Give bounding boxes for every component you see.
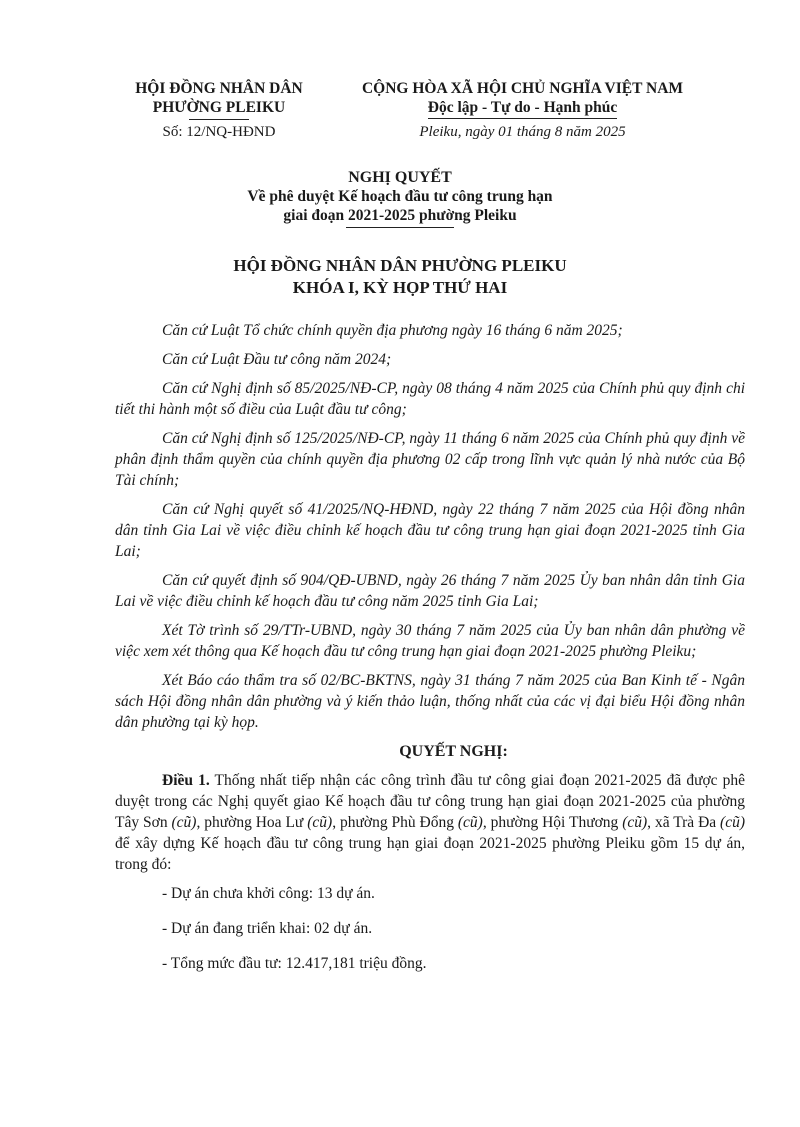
article-1-bullets — [115, 883, 745, 974]
resolve-heading: QUYẾT NGHỊ: — [399, 743, 508, 760]
national-motto: Độc lập - Tự do - Hạnh phúc — [428, 98, 617, 119]
article-1-label: Điều 1. — [162, 772, 210, 789]
document-number: Số: 12/NQ-HĐND — [162, 124, 276, 140]
national-header — [350, 79, 695, 119]
legal-basis-item: Căn cứ Luật Đầu tư công năm 2024; — [162, 351, 392, 368]
title-line-1: Về phê duyệt Kế hoạch đầu tư công trung hạn — [247, 188, 553, 205]
authority-ward: PHƯỜNG PLEIKU — [152, 99, 286, 116]
authority-underline — [189, 119, 249, 120]
document-type: NGHỊ QUYẾT — [348, 169, 452, 186]
bullet-item: - Dự án đang triển khai: 02 dự án. — [162, 920, 373, 937]
legal-bases — [115, 320, 745, 733]
bullet-item: - Tổng mức đầu tư: 12.417,181 triệu đồng. — [162, 955, 427, 972]
authority-name: HỘI ĐỒNG NHÂN DÂN — [135, 80, 303, 97]
article-1 — [115, 770, 745, 974]
document-title — [160, 168, 640, 228]
council-session: KHÓA I, KỲ HỌP THỨ HAI — [292, 278, 508, 297]
issuing-authority — [128, 79, 310, 120]
legal-basis-item: Xét Báo cáo thẩm tra số 02/BC-BKTNS, ngày 31 tháng 7 năm 2025 của Ban Kinh tế - Ngân sách Hội đồng nhân dân phường và ý kiến thảo luận, thống nhất của các vị đại biểu Hội đồng nhân dân phường tại kỳ họp. — [115, 672, 745, 731]
country-name: CỘNG HÒA XÃ HỘI CHỦ NGHĨA VIỆT NAM — [361, 80, 684, 97]
title-underline — [346, 227, 454, 228]
council-heading — [120, 255, 680, 299]
legal-basis-item: Xét Tờ trình số 29/TTr-UBND, ngày 30 tháng 7 năm 2025 của Ủy ban nhân dân phường về việc xem xét thông qua Kế hoạch đầu tư công trung hạn giai đoạn 2021-2025 phường Pleiku; — [115, 622, 745, 660]
legal-basis-item: Căn cứ quyết định số 904/QĐ-UBND, ngày 26 tháng 7 năm 2025 Ủy ban nhân dân tỉnh Gia Lai về việc điều chỉnh kế hoạch đầu tư công năm 2025 tỉnh Gia Lai; — [115, 572, 745, 610]
document-body — [115, 320, 745, 988]
bullet-item: - Dự án chưa khởi công: 13 dự án. — [162, 885, 375, 902]
article-1-paragraph: Điều 1. Thống nhất tiếp nhận các công trình đầu tư công giai đoạn 2021-2025 đã được phê duyệt trong các Nghị quyết giao Kế hoạch đầu tư công trung hạn giai đoạn 2021-2025 của phường Tây Sơn (cũ), phường Hoa Lư (cũ), phường Phù Đổng (cũ), phường Hội Thương (cũ), xã Trà Đa (cũ) để xây dựng Kế hoạch đầu tư công trung hạn giai đoạn 2021-2025 phường Pleiku gồm 15 dự án, trong đó: — [115, 772, 746, 873]
title-line-2: giai đoạn 2021-2025 phường Pleiku — [283, 207, 517, 224]
legal-basis-item: Căn cứ Nghị định số 125/2025/NĐ-CP, ngày 11 tháng 6 năm 2025 của Chính phủ quy định về phân định thẩm quyền của chính quyền địa phương 02 cấp trong lĩnh vực quản lý nhà nước của Bộ Tài chính; — [115, 430, 745, 489]
legal-basis-item: Căn cứ Nghị quyết số 41/2025/NQ-HĐND, ngày 22 tháng 7 năm 2025 của Hội đồng nhân dân tỉnh Gia Lai về việc điều chỉnh kế hoạch đầu tư công trung hạn giai đoạn 2021-2025 tỉnh Gia Lai; — [115, 501, 745, 560]
legal-basis-item: Căn cứ Luật Tổ chức chính quyền địa phương ngày 16 tháng 6 năm 2025; — [162, 322, 623, 339]
council-name: HỘI ĐỒNG NHÂN DÂN PHƯỜNG PLEIKU — [233, 256, 567, 275]
legal-basis-item: Căn cứ Nghị định số 85/2025/NĐ-CP, ngày 08 tháng 4 năm 2025 của Chính phủ quy định chi tiết thi hành một số điều của Luật đầu tư công; — [115, 380, 745, 418]
document-date: Pleiku, ngày 01 tháng 8 năm 2025 — [419, 124, 626, 140]
